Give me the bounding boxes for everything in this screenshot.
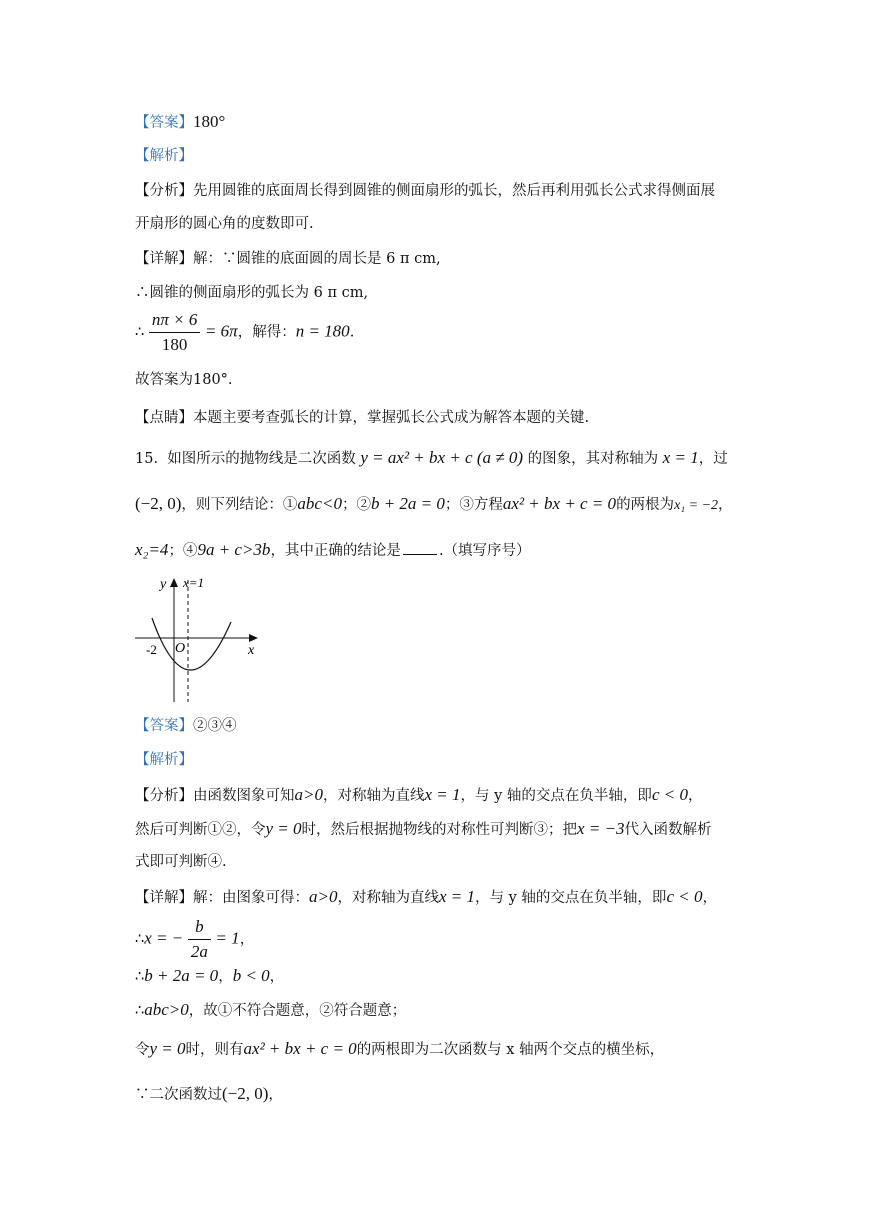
math-expr: b < 0 <box>232 966 270 985</box>
therefore-symbol: ∴ <box>135 931 145 948</box>
detail-tag: 【详解】 <box>135 890 193 906</box>
q15-stem-line-3 <box>135 540 531 561</box>
detail-text: ， <box>702 890 717 906</box>
equation-result: n = 180 <box>295 321 350 341</box>
math-expr: a>0 <box>294 785 323 804</box>
q14-analysis-tag <box>135 146 193 166</box>
fenxi-text: 时，然后根据抛物线的对称性可判断③；把 <box>301 822 578 838</box>
detail-text: ，与 y 轴的交点在负半轴，即 <box>475 890 667 906</box>
conclusion-4: 9a + c>3b <box>197 540 271 559</box>
detail-text: 解：由图象可得： <box>193 890 309 906</box>
stem-text: ；③方程 <box>444 497 503 513</box>
analysis-tag: 【解析】 <box>135 148 193 164</box>
stem-text: 如图所示的抛物线是二次函数 <box>167 451 356 467</box>
stem-text: ，则下列结论：① <box>181 497 298 513</box>
stem-text: ；② <box>341 497 371 513</box>
function-expr: y = ax² + bx + c (a ≠ 0) <box>360 448 523 467</box>
q14-dianjing-line <box>135 408 589 428</box>
q15-fenxi-line-3 <box>135 852 227 872</box>
q15-detail-line-4 <box>135 1000 406 1021</box>
q15-answer-line <box>135 716 237 736</box>
conclusion-2: b + 2a = 0 <box>370 494 445 513</box>
q15-stem-line-1 <box>135 448 728 469</box>
fenxi-text: ，与 y 轴的交点在负半轴，即 <box>460 788 652 804</box>
q15-detail-line-1 <box>135 887 717 908</box>
q15-analysis-tag <box>135 750 193 770</box>
fenxi-text: ， <box>687 788 703 804</box>
q15-detail-line-5 <box>135 1039 664 1060</box>
detail-text: 解：∵圆锥的底面圆的周长是 6 π cm, <box>193 251 441 267</box>
stem-text: .（填写序号） <box>438 543 531 559</box>
conclusion-1: abc<0 <box>297 494 342 513</box>
fraction-numerator: b <box>188 915 211 940</box>
parabola-curve <box>152 618 231 670</box>
math-expr: b + 2a = 0 <box>144 966 219 985</box>
y-label: y <box>160 577 167 592</box>
dianjing-tag: 【点睛】 <box>135 410 193 426</box>
detail-text: ∴圆锥的侧面扇形的弧长为 6 π cm, <box>135 285 369 301</box>
detail-text: ∵二次函数过 <box>135 1087 222 1103</box>
axis-expr: x = 1 <box>662 448 699 467</box>
stem-text: ；④ <box>168 543 198 559</box>
q15-fenxi-line-1 <box>135 785 702 806</box>
equation: = 6π <box>204 321 238 341</box>
stem-text: ，过 <box>698 451 728 467</box>
q14-detail-line-2 <box>135 283 368 303</box>
detail-text: ， <box>239 931 255 948</box>
math-expr: x = −3 <box>577 819 625 838</box>
detail-text: 时，则有 <box>185 1042 244 1058</box>
therefore-symbol: ∴ <box>135 969 145 985</box>
fenxi-text: 代入函数解析 <box>624 822 712 838</box>
detail-text: 的两根即为二次函数与 x 轴两个交点的横坐标， <box>356 1042 665 1058</box>
fraction <box>188 915 211 964</box>
fenxi-text: 式即可判断④. <box>135 854 227 870</box>
q15-detail-line-3 <box>135 966 284 987</box>
q14-fenxi-line-2 <box>135 214 314 234</box>
detail-text: 故答案为180°. <box>135 372 233 388</box>
q14-detail-line-4 <box>135 370 233 390</box>
stem-text: ， <box>718 497 733 513</box>
fenxi-text: ，对称轴为直线 <box>322 788 425 804</box>
math-expr: = 1 <box>215 928 240 948</box>
point-expr: (−2, 0) <box>135 494 182 513</box>
answer-value: 180° <box>193 112 226 131</box>
fenxi-tag: 【分析】 <box>135 788 193 804</box>
q14-detail-line-3 <box>135 308 354 357</box>
analysis-tag: 【解析】 <box>135 752 193 768</box>
math-expr: c < 0 <box>651 785 688 804</box>
fenxi-tag: 【分析】 <box>135 183 193 199</box>
detail-tag: 【详解】 <box>135 251 193 267</box>
q15-fenxi-line-2 <box>135 819 712 840</box>
answer-tag: 【答案】 <box>135 115 193 131</box>
dianjing-text: 本题主要考查弧长的计算，掌握弧长公式成为解答本题的关键. <box>193 410 590 426</box>
fenxi-text: 由函数图象可知 <box>193 788 295 804</box>
q14-fenxi-line-1 <box>135 181 715 201</box>
math-expr: x = − <box>144 928 184 948</box>
q14-detail-line-1 <box>135 249 441 269</box>
root-2: x₂=4 <box>135 540 169 559</box>
math-expr: x = 1 <box>424 785 461 804</box>
answer-tag: 【答案】 <box>135 718 193 734</box>
detail-text: ， <box>268 1087 283 1103</box>
fraction-numerator: nπ × 6 <box>149 308 201 333</box>
q15-stem-line-2 <box>135 494 733 516</box>
fenxi-text: 先用圆锥的底面周长得到圆锥的侧面扇形的弧长，然后再利用弧长公式求得侧面展 <box>193 183 715 199</box>
detail-text: ，对称轴为直线 <box>337 890 439 906</box>
stem-text: ，其中正确的结论是 <box>270 543 401 559</box>
therefore-symbol: ∴ <box>135 1003 145 1019</box>
math-expr: a>0 <box>309 887 338 906</box>
answer-blank <box>403 554 437 555</box>
math-expr: x = 1 <box>438 887 476 906</box>
question-number: 15. <box>135 451 159 467</box>
axis-label: x=1 <box>183 575 205 590</box>
equation-expr: ax² + bx + c = 0 <box>502 494 617 513</box>
x-axis-arrow <box>249 634 258 642</box>
stem-text: 的图象，其对称轴为 <box>527 451 659 467</box>
neg2-label: -2 <box>146 642 157 657</box>
q15-detail-line-2 <box>135 915 254 964</box>
math-expr: c < 0 <box>666 887 703 906</box>
fenxi-text: 开扇形的圆心角的度数即可. <box>135 216 314 232</box>
fraction-denominator: 180 <box>161 335 188 354</box>
fraction-denominator: 2a <box>190 942 208 961</box>
q14-answer-line <box>135 112 225 133</box>
math-expr: y = 0 <box>265 819 302 838</box>
detail-text: 令 <box>135 1042 150 1058</box>
answer-value: ②③④ <box>193 718 237 734</box>
math-expr: ax² + bx + c = 0 <box>243 1039 357 1058</box>
q15-detail-line-6 <box>135 1084 283 1105</box>
stem-text: 的两根为 <box>616 497 675 513</box>
x-label: x <box>248 643 255 658</box>
math-expr: y = 0 <box>149 1039 186 1058</box>
detail-text: ，故①不符合题意，②符合题意； <box>188 1003 407 1019</box>
fraction <box>149 308 201 357</box>
y-axis-arrow <box>170 578 178 587</box>
therefore-symbol: ∴ <box>135 324 145 341</box>
detail-text: ， <box>269 969 285 985</box>
root-1: x₁ = −2 <box>674 498 719 513</box>
period: . <box>349 324 355 341</box>
origin-label: O <box>175 641 186 656</box>
detail-text: ，解得： <box>237 324 296 341</box>
parabola-graph <box>130 570 270 705</box>
fenxi-text: 然后可判断①②，令 <box>135 822 266 838</box>
detail-text: ， <box>218 969 233 985</box>
point-expr: (−2, 0) <box>222 1084 269 1103</box>
math-expr: abc>0 <box>144 1000 189 1019</box>
